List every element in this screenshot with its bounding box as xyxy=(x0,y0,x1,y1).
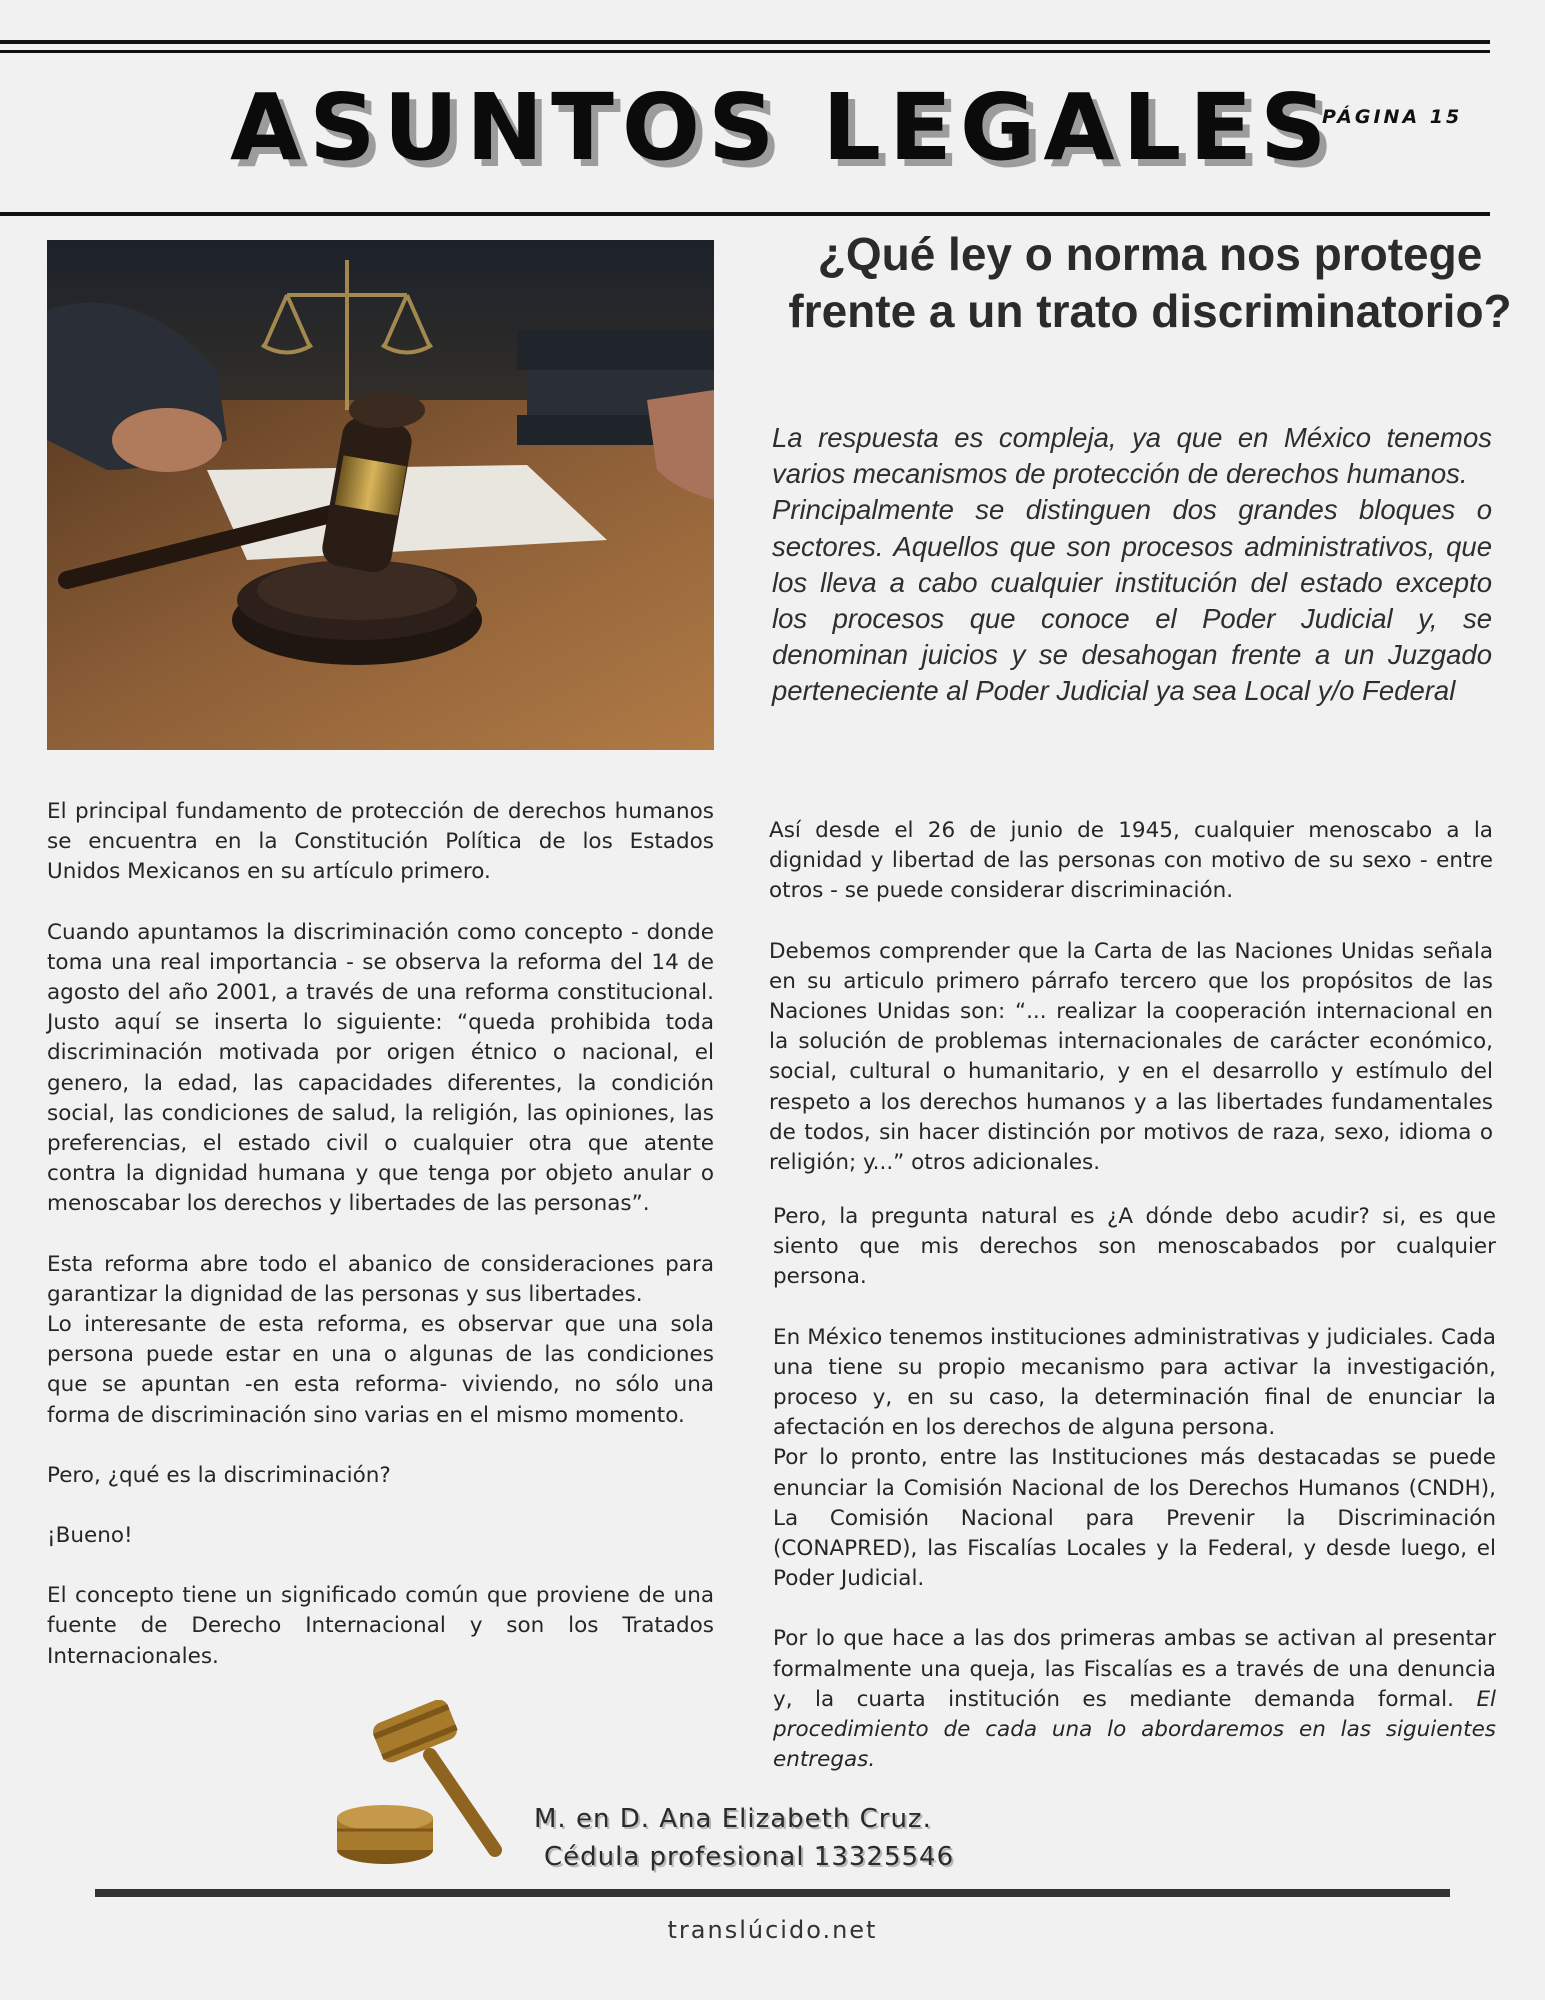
body-paragraph: Pero, la pregunta natural es ¿A dónde debo acudir? si, es que siento que mis derechos son menoscabados por cualquier persona. xyxy=(773,1204,1496,1290)
top-rule-1 xyxy=(0,40,1490,44)
body-paragraph: El concepto tiene un significado común que proviene de una fuente de Derecho Internacional y son los Tratados Internacionales. xyxy=(47,1583,714,1669)
author-signature xyxy=(534,1800,954,1876)
gavel-icon xyxy=(335,1700,520,1872)
header-rule xyxy=(0,212,1490,216)
article-headline: ¿Qué ley o norma nos protege frente a un trato discriminatorio? xyxy=(788,228,1512,337)
body-paragraph: Cuando apuntamos la discriminación como concepto - donde toma una real importancia - se observa la reforma del 14 de agosto del año 2001, a través de una reforma constitucional. Justo aquí se inserta lo siguiente: “queda prohibida toda discriminación motivada por origen étnico o nacional, el genero, la edad, las capacidades diferentes, la condición social, las condiciones de salud, la religión, las opiniones, las preferencias, el estado civil o cualquier otra que atente contra la dignidad humana y que tenga por objeto anular o menoscabar los derechos y libertades de las personas”. xyxy=(47,919,714,1217)
body-paragraph: Por lo pronto, entre las Instituciones más destacadas se puede enunciar la Comisión Nacional de los Derechos Humanos (CNDH), La Comisión Nacional para Prevenir la Discriminación (CONAPRED), las Fiscalías Locales y la Federal, y desde luego, el Poder Judicial. xyxy=(773,1445,1496,1592)
body-paragraph: En México tenemos instituciones administrativas y judiciales. Cada una tiene su propio mecanismo para activar la investigación, proceso y, en su caso, la determinación final de enunciar la afectación en los derechos de alguna persona. xyxy=(773,1324,1496,1441)
justice-scales-gavel-photo xyxy=(47,240,714,750)
top-rule-2 xyxy=(0,50,1490,53)
page-number: PÁGINA 15 xyxy=(1322,106,1463,128)
author-license: Cédula profesional 13325546 xyxy=(544,1842,955,1872)
lead-paragraph: La respuesta es compleja, ya que en México tenemos varios mecanismos de protección de derechos humanos. xyxy=(772,422,1492,490)
closing-sentence: Por lo que hace a las dos primeras ambas se activan al presentar formalmente una queja, las Fiscalías es a través de una denuncia y, la cuarta institución es mediante demanda formal. xyxy=(773,1626,1496,1712)
body-paragraph: Debemos comprender que la Carta de las Naciones Unidas señala en su articulo primero párrafo tercero que los propósitos de las Naciones Unidas son: “... realizar la cooperación internacional en la solución de problemas internacionales de carácter económico, social, cultural o humanitario, y en el desarrollo y estímulo del respeto a los derechos humanos y a las libertades fundamentales de todos, sin hacer distinción por motivos de raza, sexo, idioma o religión; y...” otros adicionales. xyxy=(769,938,1493,1176)
lead-paragraph: Principalmente se distinguen dos grandes bloques o sectores. Aquellos que son procesos administrativos, que los lleva a cabo cualquier institución del estado excepto los procesos que conoce el Poder Judicial y, se denominan juicios y se desahogan frente a un Juzgado perteneciente al Poder Judicial ya sea Local y/o Federal xyxy=(772,494,1492,707)
body-paragraph: ¡Bueno! xyxy=(47,1523,133,1549)
body-paragraph: El principal fundamento de protección de derechos humanos se encuentra en la Constitución Política de los Estados Unidos Mexicanos en su artículo primero. xyxy=(47,799,714,885)
left-column xyxy=(47,797,714,1672)
footer-website: translúcido.net xyxy=(667,1916,878,1944)
body-paragraph xyxy=(773,1624,1496,1775)
article-lead xyxy=(772,420,1492,710)
body-paragraph: Lo interesante de esta reforma, es observar que una sola persona puede estar en una o algunas de las condiciones que se apuntan -en esta reforma- viviendo, no sólo una forma de discriminación sino varias en el mismo momento. xyxy=(47,1312,714,1428)
gavel-scales-photo xyxy=(47,240,714,750)
author-name: M. en D. Ana Elizabeth Cruz. xyxy=(534,1804,932,1834)
body-paragraph: Pero, ¿qué es la discriminación? xyxy=(47,1462,391,1488)
next-issue-note: El procedimiento de cada una lo abordaremos en las siguientes entregas. xyxy=(773,1686,1496,1773)
masthead-title: ASUNTOS LEGALES xyxy=(230,74,1335,181)
right-column-bottom xyxy=(773,1202,1496,1775)
right-column-top xyxy=(769,816,1493,1178)
body-paragraph: Esta reforma abre todo el abanico de consideraciones para garantizar la dignidad de las personas y sus libertades. xyxy=(47,1251,714,1307)
body-paragraph: Así desde el 26 de junio de 1945, cualquier menoscabo a la dignidad y libertad de las personas con motivo de su sexo - entre otros - se puede considerar discriminación. xyxy=(769,818,1493,904)
footer-rule xyxy=(95,1889,1450,1897)
